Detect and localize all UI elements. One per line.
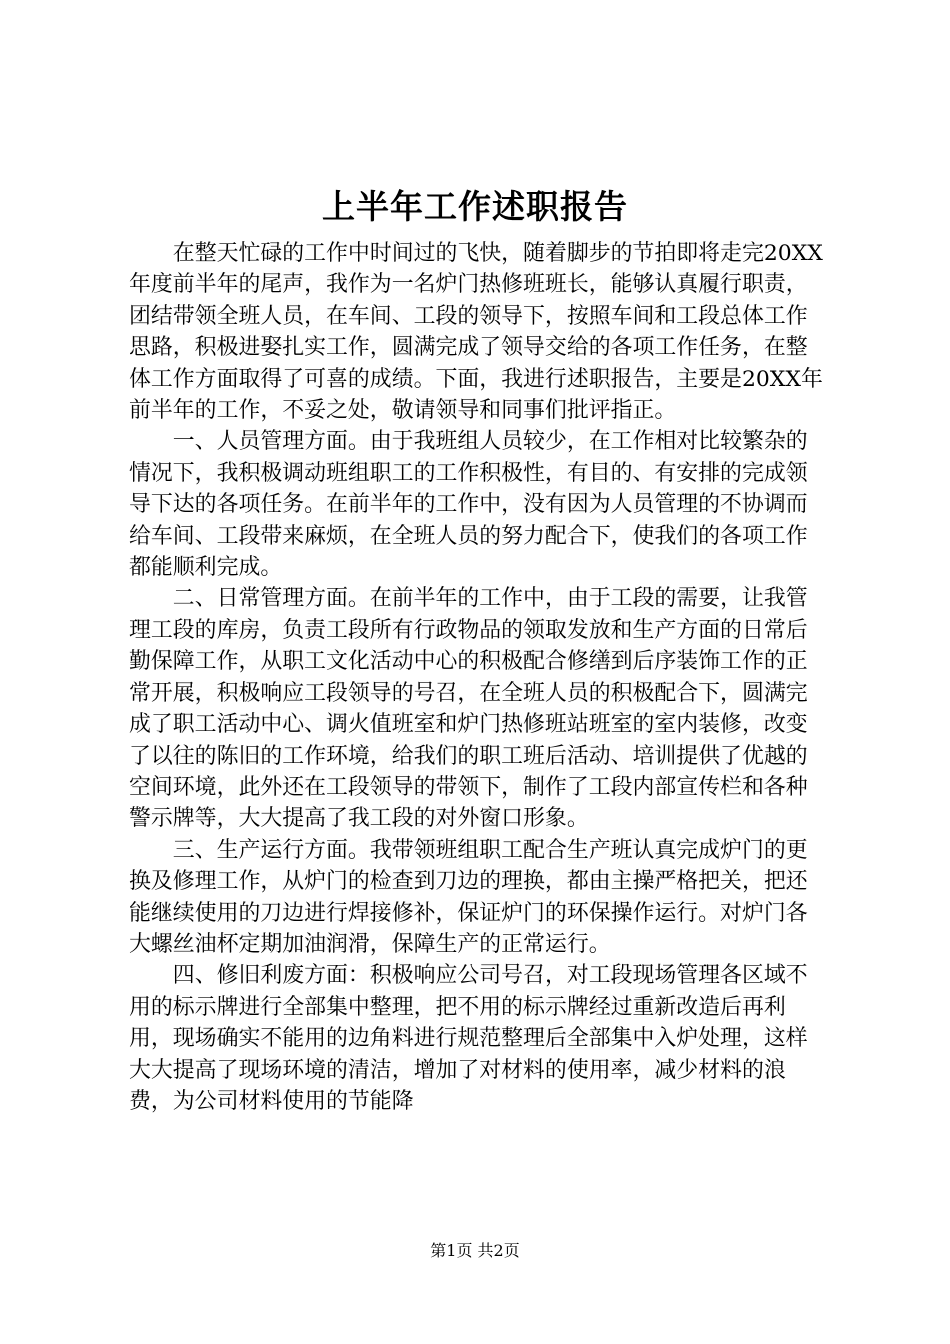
paragraph-personnel: 一、人员管理方面。由于我班组人员较少，在工作相对比较繁杂的情况下，我积极调动班组职工的工作积极性，有目的、有安排的完成领导下达的各项任务。在前半年的工作中，没有因为人员管理的不协调而给车间、工段带来麻烦，在全班人员的努力配合下，使我们的各项工作都能顺利完成。 [129,429,808,581]
paragraph-intro: 在整天忙碌的工作中时间过的飞快，随着脚步的节拍即将走完20XX年度前半年的尾声，我作为一名炉门热修班班长，能够认真履行职责，团结带领全班人员，在车间、工段的领导下，按照车间和工段总体工作思路，积极进娶扎实工作，圆满完成了领导交给的各项工作任务，在整体工作方面取得了可喜的成绩。下面，我进行述职报告，主要是20XX年前半年的工作，不妥之处，敬请领导和同事们批评指正。 [129,241,823,424]
paragraph-daily-management: 二、日常管理方面。在前半年的工作中，由于工段的需要，让我管理工段的库房，负责工段所有行政物品的领取发放和生产方面的日常后勤保障工作，从职工文化活动中心的积极配合修缮到后序装饰工作的正常开展，积极响应工段领导的号召，在全班人员的积极配合下，圆满完成了职工活动中心、调火值班室和炉门热修班站班室的室内装修，改变了以往的陈旧的工作环境，给我们的职工班后活动、培训提供了优越的空间环境，此外还在工段领导的带领下，制作了工段内部宣传栏和各种警示牌等，大大提高了我工段的对外窗口形象。 [129,586,808,832]
paragraph-recycling: 四、修旧利废方面：积极响应公司号召，对工段现场管理各区域不用的标示牌进行全部集中整理，把不用的标示牌经过重新改造后再利用，现场确实不能用的边角料进行规范整理后全部集中入炉处理，这样大大提高了现场环境的清洁，增加了对材料的使用率，减少材料的浪费，为公司材料使用的节能降 [129,963,808,1114]
document-title: 上半年工作述职报告 [322,187,628,226]
document-body [129,238,829,1117]
paragraph-production: 三、生产运行方面。我带领班组职工配合生产班认真完成炉门的更换及修理工作，从炉门的检查到刀边的理换，都由主操严格把关，把还能继续使用的刀边进行焊接修补，保证炉门的环保操作运行。对炉门各大螺丝油杯定期加油润滑，保障生产的正常运行。 [129,837,808,957]
page-footer: 第1页 共2页 [430,1241,520,1260]
